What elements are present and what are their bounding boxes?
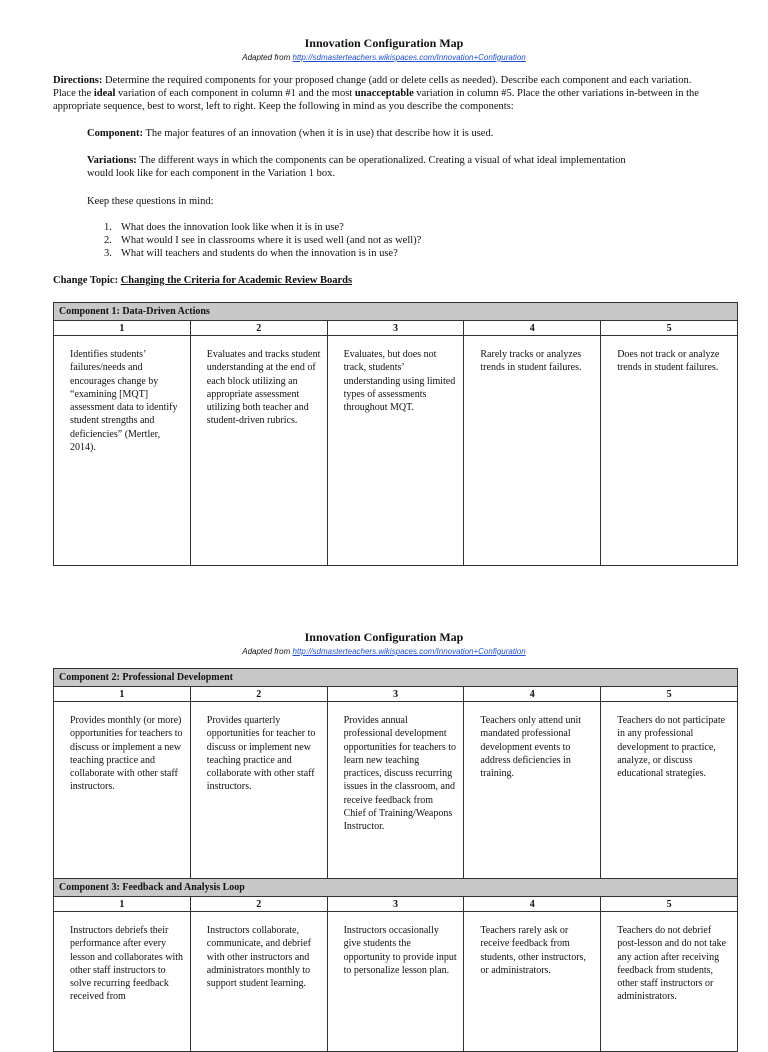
- directions-text: Determine the required components for your proposed change (add or delete cells as needed). Describe each component and each variation. Place the: [53, 75, 692, 99]
- column-header: 5: [601, 321, 738, 336]
- adapted-from-line: [0, 647, 768, 656]
- variations-text: The different ways in which the components can be operationalized. Creating a visual of what ideal implementation would look like for each component in the Variation 1 box.: [87, 155, 626, 179]
- variation-cell: Evaluates, but does not track, students’ understanding using limited types of assessments throughout MQT.: [327, 336, 464, 566]
- column-header: 1: [54, 687, 191, 702]
- component-text: The major features of an innovation (when it is in use) that describe how it is used.: [143, 128, 494, 139]
- column-header: 3: [327, 321, 464, 336]
- column-header: 4: [464, 687, 601, 702]
- directions-text: variation in column #5. Place the other variations in-between in the appropriate sequence, best to worst, left to right. Keep the following in mind as you describe the components:: [53, 88, 699, 112]
- question-item: [104, 247, 398, 260]
- column-header: 1: [54, 321, 191, 336]
- variation-cell: Teachers rarely ask or receive feedback from students, other instructors, or administrators.: [464, 912, 601, 1052]
- directions-text: variation of each component in column #1 and the most: [115, 88, 355, 99]
- column-header: 2: [190, 897, 327, 912]
- component-1-header: Component 1: Data-Driven Actions: [54, 303, 738, 321]
- variation-cell: Provides quarterly opportunities for teacher to discuss or implement new teaching practice and collaborate with other staff instructors.: [190, 702, 327, 879]
- column-header: 5: [601, 897, 738, 912]
- change-topic: [53, 275, 352, 286]
- adapted-prefix: Adapted from: [242, 53, 293, 62]
- variation-cell: Provides monthly (or more) opportunities for teachers to discuss or implement a new teaching practice and collaborate with other staff instructors.: [54, 702, 191, 879]
- question-text: What would I see in classrooms where it is used well (and not as well)?: [121, 235, 422, 246]
- source-link[interactable]: http://sdmasterteachers.wikispaces.com/Innovation+Configuration: [292, 647, 526, 656]
- directions-paragraph: [53, 74, 713, 113]
- page-1-header: [0, 36, 768, 62]
- unacceptable-word: unacceptable: [354, 88, 414, 99]
- variation-cell: Instructors collaborate, communicate, and debrief with other instructors and administrators monthly to support student learning.: [190, 912, 327, 1052]
- variation-cell: Instructors occasionally give students the opportunity to provide input to personalize lesson plan.: [327, 912, 464, 1052]
- component-label: Component:: [87, 128, 144, 139]
- adapted-prefix: Adapted from: [242, 647, 293, 656]
- question-number: 2.: [104, 235, 112, 246]
- column-header: 4: [464, 321, 601, 336]
- column-header: 3: [327, 687, 464, 702]
- component-2-header: Component 2: Professional Development: [54, 669, 738, 687]
- question-number: 3.: [104, 248, 112, 259]
- component-1-table: [53, 302, 738, 566]
- document-title: Innovation Configuration Map: [304, 36, 464, 50]
- directions-label: Directions:: [53, 75, 103, 86]
- column-header: 1: [54, 897, 191, 912]
- column-header: 3: [327, 897, 464, 912]
- column-header: 4: [464, 897, 601, 912]
- keep-in-mind: Keep these questions in mind:: [87, 196, 214, 207]
- component-definition: [87, 127, 647, 140]
- variations-label: Variations:: [87, 155, 137, 166]
- column-header: 2: [190, 321, 327, 336]
- ideal-word: ideal: [93, 88, 116, 99]
- variation-cell: Teachers do not participate in any professional development to practice, analyze, or discuss educational strategies.: [601, 702, 738, 879]
- document-title: Innovation Configuration Map: [304, 630, 464, 644]
- change-topic-label: Change Topic:: [53, 275, 121, 286]
- question-item: [104, 234, 421, 247]
- variation-cell: Teachers do not debrief post-lesson and do not take any action after receiving feedback from students, other staff instructors or administrators.: [601, 912, 738, 1052]
- variation-cell: Instructors debriefs their performance after every lesson and collaborates with other staff instructors to solve recurring feedback received from: [54, 912, 191, 1052]
- variation-cell: Teachers only attend unit mandated professional development events to address deficiencies in training.: [464, 702, 601, 879]
- question-number: 1.: [104, 222, 112, 233]
- question-text: What does the innovation look like when it is in use?: [121, 222, 344, 233]
- variation-cell: Does not track or analyze trends in student failures.: [601, 336, 738, 566]
- source-link[interactable]: http://sdmasterteachers.wikispaces.com/Innovation+Configuration: [292, 53, 526, 62]
- variation-cell: Rarely tracks or analyzes trends in student failures.: [464, 336, 601, 566]
- change-topic-value: Changing the Criteria for Academic Review Boards: [120, 275, 353, 286]
- page-2-header: [0, 630, 768, 656]
- component-3-header: Component 3: Feedback and Analysis Loop: [54, 879, 738, 897]
- variation-cell: Provides annual professional development opportunities for teachers to learn new teaching practices, discuss recurring issues in the classroom, and receive feedback from Chief of Training/Weapons Instructor.: [327, 702, 464, 879]
- column-header: 2: [190, 687, 327, 702]
- question-text: What will teachers and students do when the innovation is in use?: [121, 248, 398, 259]
- component-2-3-table: [53, 668, 738, 1052]
- variation-cell: Evaluates and tracks student understanding at the end of each block utilizing an appropriate assessment utilizing both teacher and student-driven rubrics.: [190, 336, 327, 566]
- variations-definition: [87, 154, 647, 180]
- variation-cell: Identifies students’ failures/needs and encourages change by “examining [MQT] assessment data to identify student strengths and deficiencies” (Mertler, 2014).: [54, 336, 191, 566]
- adapted-from-line: [0, 53, 768, 62]
- question-item: [104, 221, 344, 234]
- column-header: 5: [601, 687, 738, 702]
